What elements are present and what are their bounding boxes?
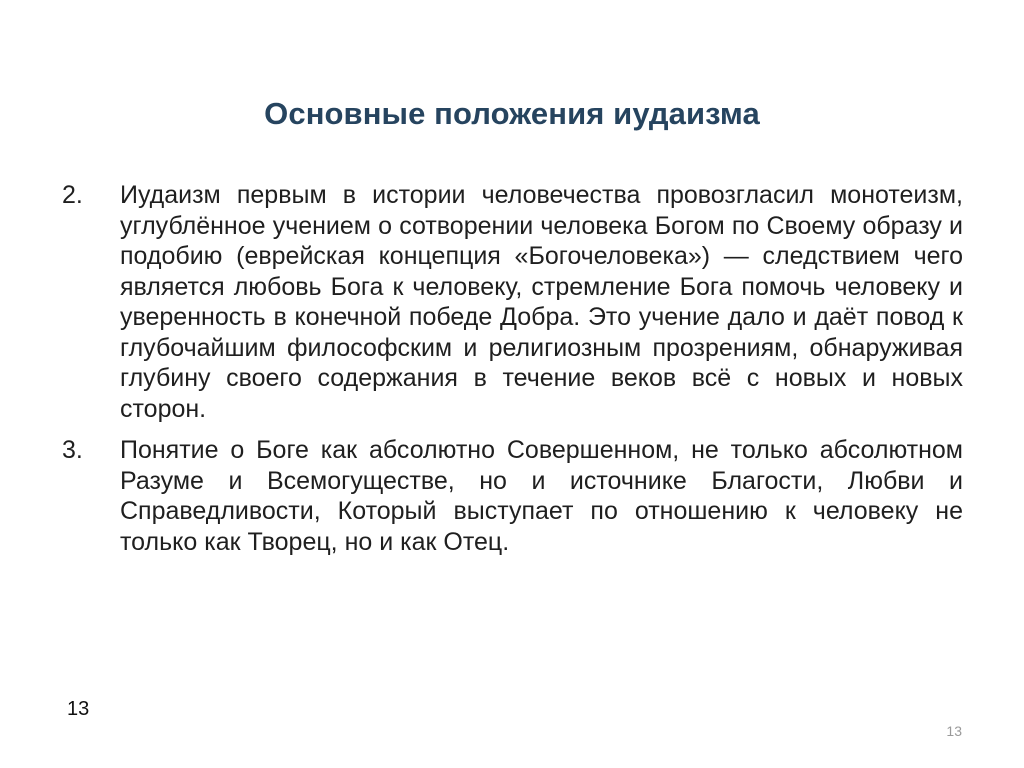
slide-content [62,180,963,568]
item-number: 2. [62,181,83,209]
slide-title: Основные положения иудаизма [264,95,760,131]
item-text: Иудаизм первым в истории человечества провозгласил монотеизм, углублённое учением о сотворении человека Богом по Своему образу и подобию (еврейская концепция «Богочеловека») — следствием чего является любовь Бога к человеку, стремление Бога помочь человеку и уверенность в конечной победе Добра. Это учение дало и даёт повод к глубочайшим философским и религиозным прозрениям, обнаруживая глубину своего содержания в течение веков всё с новых и новых сторон. [120,181,963,423]
item-text: Понятие о Боге как абсолютно Совершенном, не только абсолютном Разуме и Всемогуществе, но и источнике Благости, Любви и Справедливости, Который выступает по отношению к человеку не только как Творец, но и как Отец. [120,436,963,556]
slide-number: 13 [946,723,962,739]
list-item [62,180,963,424]
item-number: 3. [62,436,83,464]
list-item [62,435,963,557]
page-number: 13 [67,698,90,720]
